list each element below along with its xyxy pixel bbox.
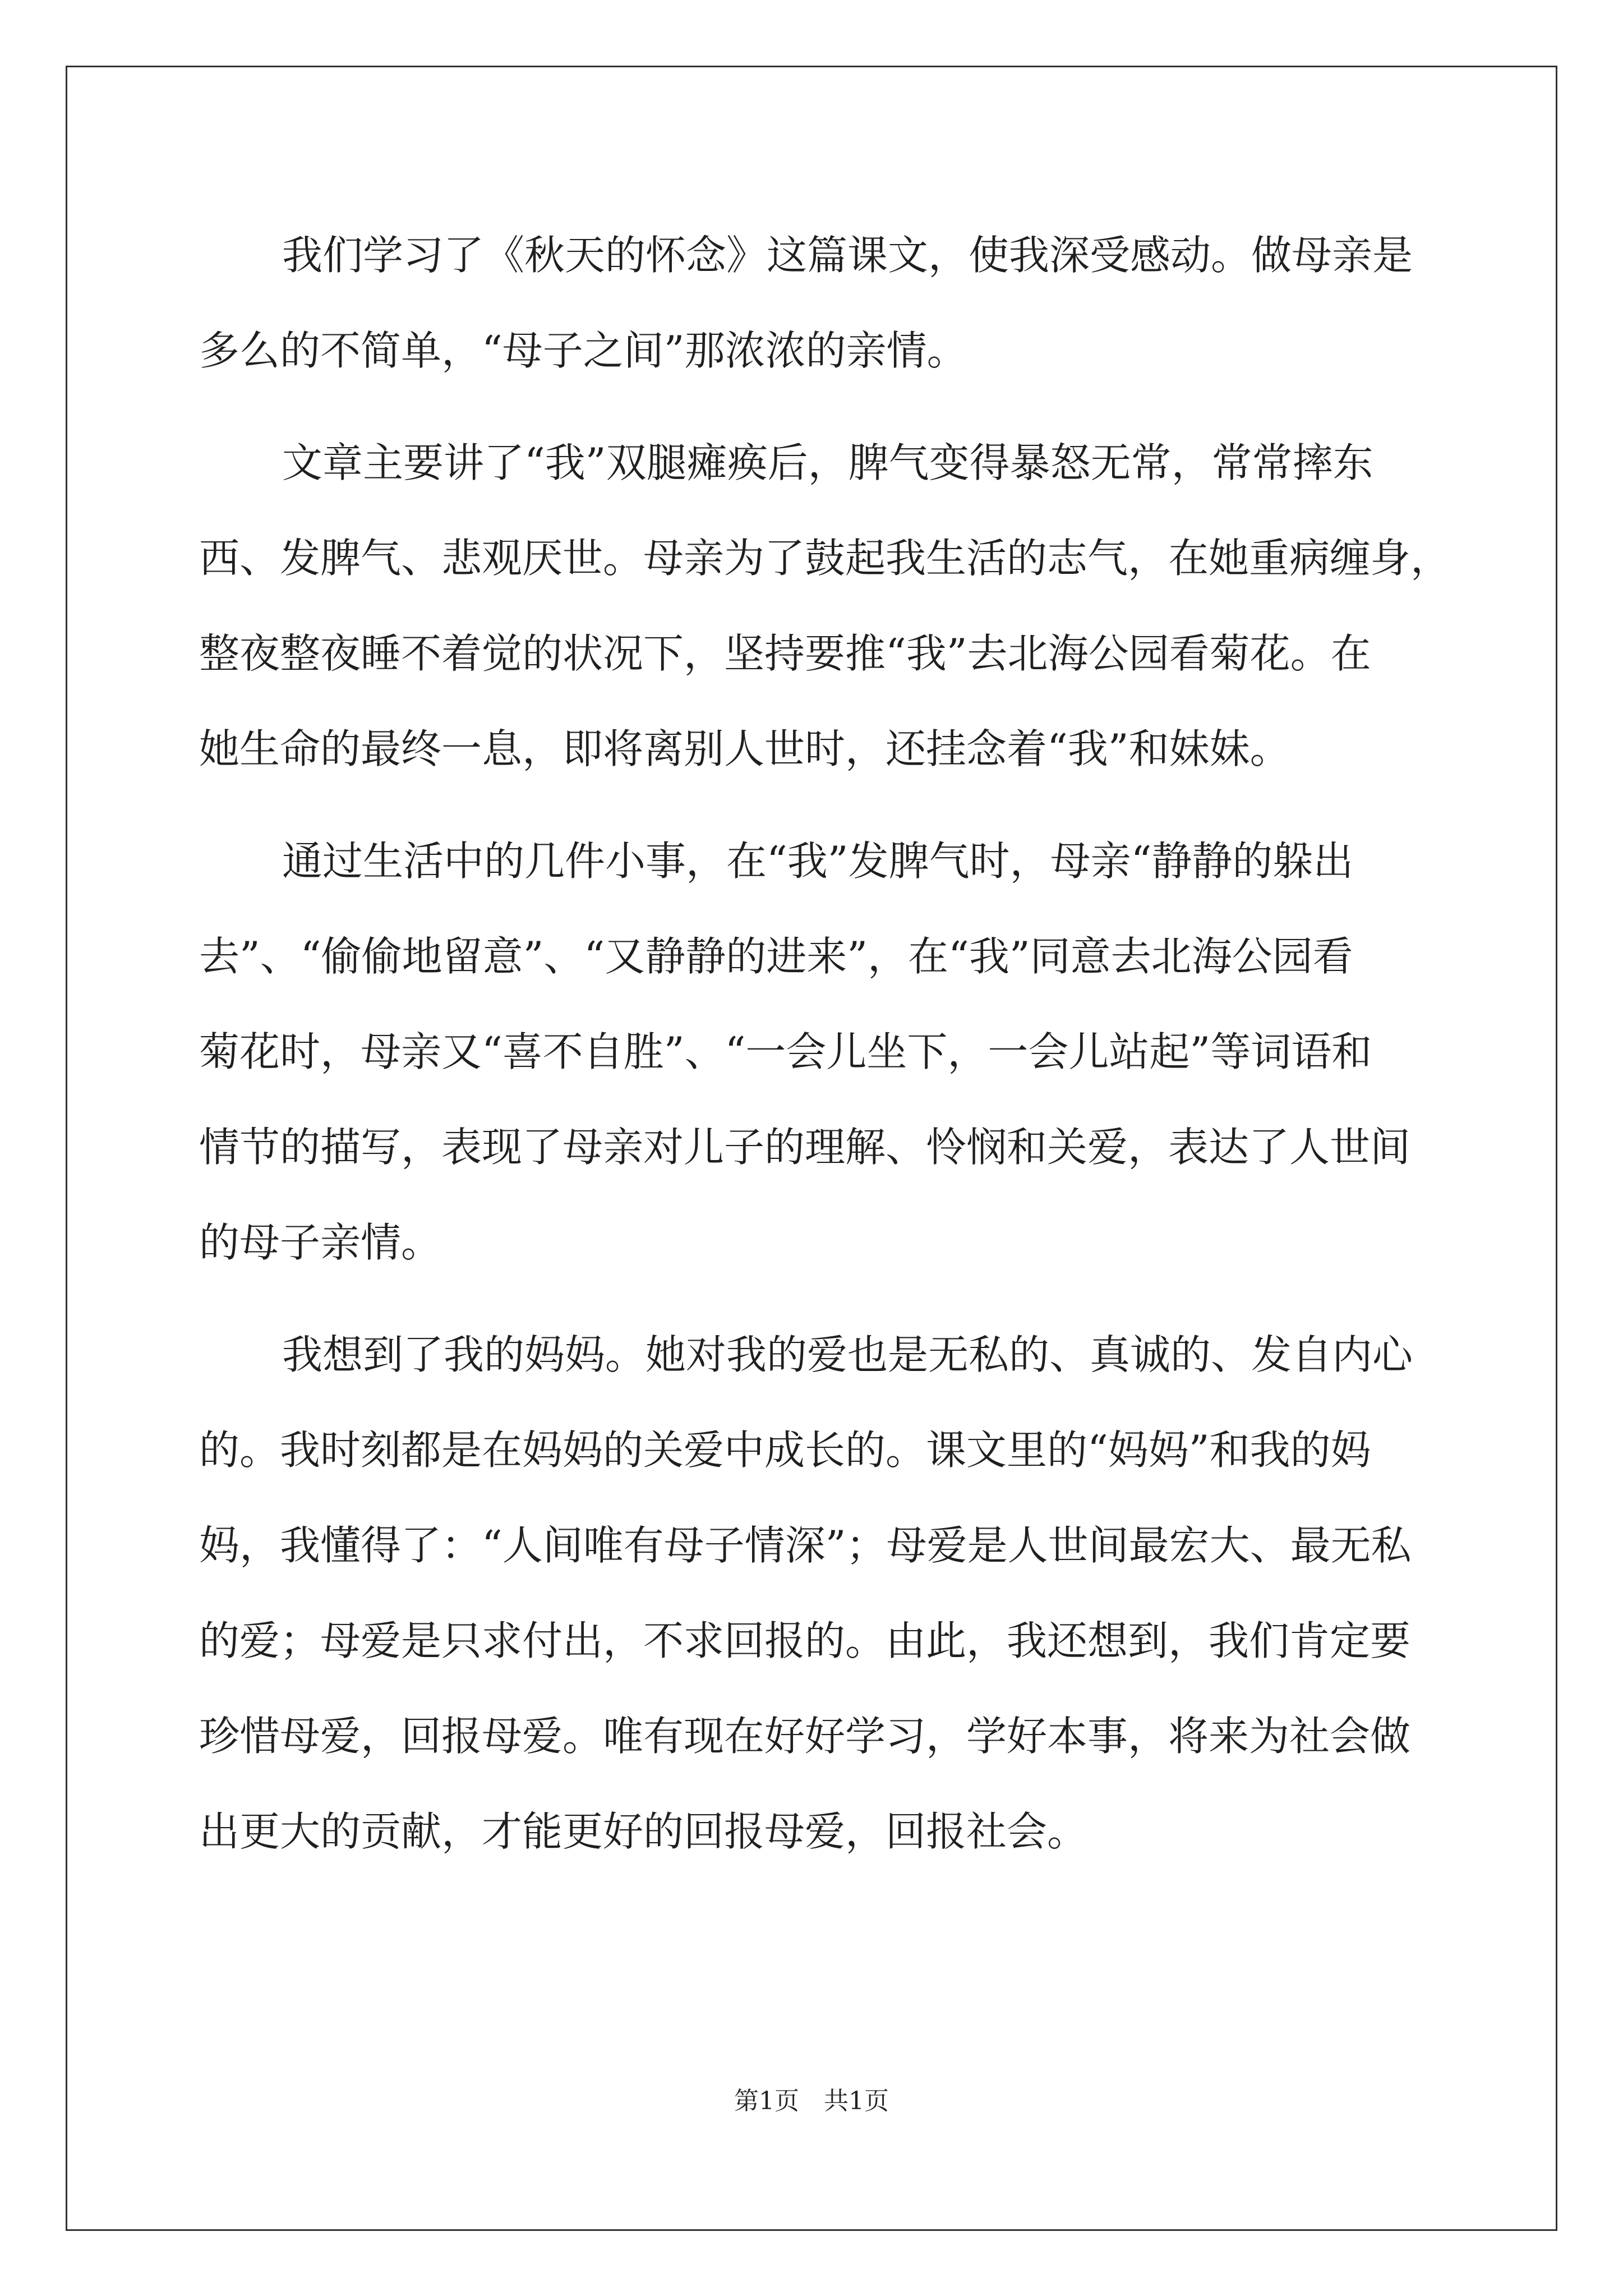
paragraph-line: 珍惜母爱，回报母爱。唯有现在好好学习，学好本事，将来为社会做	[199, 1713, 1411, 1760]
paragraph-line: 多么的不简单，“母子之间”那浓浓的亲情。	[199, 327, 967, 374]
paragraph-line: 我们学习了《秋天的怀念》这篇课文，使我深受感动。做母亲是	[282, 232, 1413, 279]
paragraph-line: 情节的描写，表现了母亲对儿子的理解、怜悯和关爱，表达了人世间	[199, 1124, 1411, 1171]
paragraph-line: 的。我时刻都是在妈妈的关爱中成长的。课文里的“妈妈”和我的妈	[199, 1427, 1371, 1474]
paragraph-3	[199, 813, 1467, 1290]
page-footer: 第1页 共1页	[734, 2087, 889, 2115]
paragraph-line: 通过生活中的几件小事，在“我”发脾气时，母亲“静静的躲出	[282, 838, 1354, 885]
paragraph-1	[199, 208, 1467, 398]
paragraph-line: 妈，我懂得了：“人间唯有母子情深”；母爱是人世间最宏大、最无私	[199, 1522, 1412, 1569]
paragraph-line: 菊花时，母亲又“喜不自胜”、“一会儿坐下，一会儿站起”等词语和	[199, 1028, 1372, 1075]
paragraph-line: 我想到了我的妈妈。她对我的爱也是无私的、真诚的、发自内心	[282, 1331, 1413, 1378]
paragraph-line: 的母子亲情。	[199, 1219, 442, 1266]
paragraph-line: 的爱；母爱是只求付出，不求回报的。由此，我还想到，我们肯定要	[199, 1617, 1411, 1664]
paragraph-line: 文章主要讲了“我”双腿瘫痪后，脾气变得暴怒无常，常常摔东	[282, 439, 1373, 486]
paragraph-2	[199, 415, 1467, 797]
paragraph-line: 出更大的贡献，才能更好的回报母爱，回报社会。	[199, 1808, 1088, 1855]
document-body	[199, 208, 1467, 1896]
paragraph-line: 她生命的最终一息，即将离别人世时，还挂念着“我”和妹妹。	[199, 725, 1290, 772]
paragraph-line: 西、发脾气、悲观厌世。母亲为了鼓起我生活的志气，在她重病缠身，	[199, 535, 1451, 582]
paragraph-line: 去”、“偷偷地留意”、“又静静的进来”，在“我”同意去北海公园看	[199, 933, 1353, 980]
paragraph-4	[199, 1307, 1467, 1879]
paragraph-line: 整夜整夜睡不着觉的状况下，坚持要推“我”去北海公园看菊花。在	[199, 630, 1371, 677]
